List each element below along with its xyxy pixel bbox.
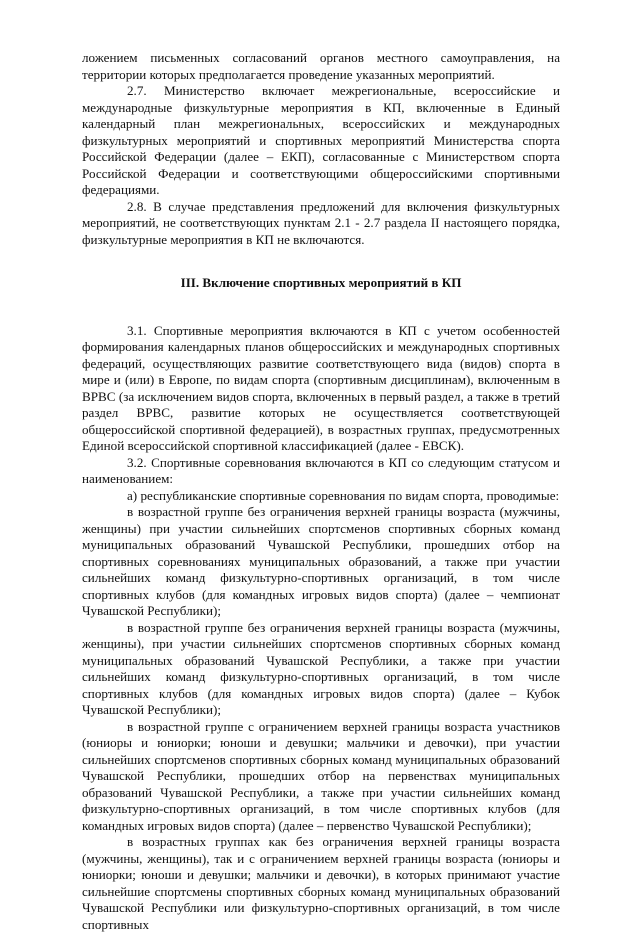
paragraph-2-6-continuation: ложением письменных согласований органов местного самоуправления, на территории которых предполагается проведение указанных мероприятий. [82, 50, 560, 82]
item-mixed-age-groups: в возрастных группах как без ограничения верхней границы возраста (мужчины, женщины), так и с ограничением верхней границы возраста (юниоры и юниорки; юноши и девушки; мальчики и девочки), в которых принимают участие сильнейшие спортсмены спортивных сборных команд муниципальных образований Чувашской Республики или физкультурно-спортивных организаций, в том числе спортивных [82, 834, 560, 932]
paragraph-2-7: 2.7. Министерство включает межрегиональные, всероссийские и международные физкультурные мероприятия в КП, включенные в Единый календарный план межрегиональных, всероссийских и международных физкультурных мероприятий и спортивных мероприятий Министерства спорта Российской Федерации (далее – ЕКП), согласованные с Министерством спорта Российской Федерации и соответствующими общероссийскими спортивными федерациями. [82, 83, 560, 197]
item-championship: в возрастной группе без ограничения верхней границы возраста (мужчины, женщины) при участии сильнейших спортсменов спортивных сборных команд муниципальных образований Чувашской Республики, прошедших отбор на спортивных соревнованиях муниципальных образований, а также при участии сильнейших команд физкультурно-спортивных организаций, в том числе спортивных клубов (для командных игровых видов спорта) (далее – чемпионат Чувашской Республики); [82, 504, 560, 618]
paragraph-3-1: 3.1. Спортивные мероприятия включаются в КП с учетом особенностей формирования календарных планов общероссийских и международных спортивных федераций, осуществляющих развитие соответствующего вида (видов) спорта в мире и (или) в Европе, по видам спорта (спортивным дисциплинам), включенным в ВРВС (за исключением видов спорта, включенных в первый раздел, а также в третий раздел ВРВС, развитие которых не осуществляется соответствующей общероссийской спортивной федерацией), в возрастных группах, предусмотренных Единой всероссийской спортивной классификацией (далее - ЕВСК). [82, 322, 560, 453]
subparagraph-a: а) республиканские спортивные соревнования по видам спорта, проводимые: [127, 487, 560, 503]
paragraph-3-2: 3.2. Спортивные соревнования включаются в КП со следующим статусом и наименованием: [82, 454, 560, 486]
item-junior-championship: в возрастной группе с ограничением верхней границы возраста участников (юниоры и юниорки; юноши и девушки; мальчики и девочки), при участии сильнейших спортсменов спортивных сборных команд муниципальных образований Чувашской Республики, прошедших отбор на первенствах муниципальных образований Чувашской Республики, а также при участии сильнейших команд физкультурно-спортивных организаций, в том числе спортивных клубов (для командных игровых видов спорта) (далее – первенство Чувашской Республики); [82, 718, 560, 833]
item-cup: в возрастной группе без ограничения верхней границы возраста (мужчины, женщины), при участии сильнейших спортсменов спортивных сборных команд муниципальных образований Чувашской Республики, а также при участии сильнейших команд физкультурно-спортивных организаций, в том числе спортивных клубов (для командных игровых видов спорта) (далее – Кубок Чувашской Республики); [82, 619, 560, 717]
document-page [82, 50, 560, 933]
paragraph-2-8: 2.8. В случае представления предложений для включения физкультурных мероприятий, не соответствующих пунктам 2.1 - 2.7 раздела II настоящего порядка, физкультурные мероприятия в КП не включаются. [82, 198, 560, 247]
section-heading-iii: III. Включение спортивных мероприятий в КП [180, 275, 462, 290]
